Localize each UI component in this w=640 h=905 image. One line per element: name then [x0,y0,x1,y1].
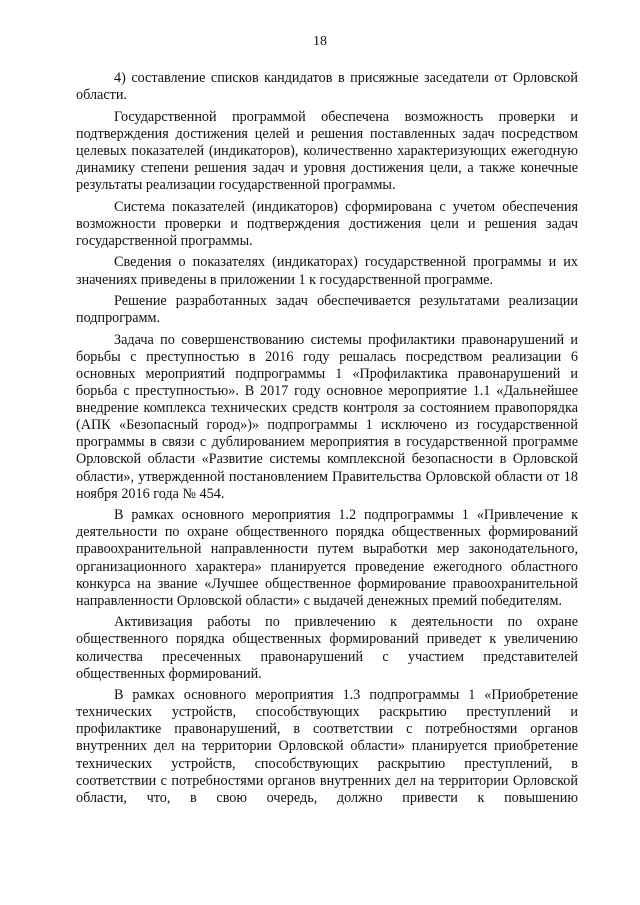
paragraph: Задача по совершенствованию системы профилактики правонарушений и борьбы с преступностью в 2016 году решалась посредством реализации 6 основных мероприятий подпрограммы 1 «Профилактика правонарушений и борьба с преступностью». В 2017 году основное мероприятие 1.1 «Дальнейшее внедрение комплекса технических средств контроля за состоянием правопорядка (АПК «Безопасный город»)» подпрограммы 1 исключено из государственной программы в связи с дублированием мероприятия в государственной программе Орловской области «Развитие системы комплексной безопасности в Орловской области», утвержденной постановлением Правительства Орловской области от 18 ноября 2016 года № 454. [76,331,578,502]
page-number: 18 [313,34,327,49]
paragraph: Активизация работы по привлечению к деятельности по охране общественного порядка общественных формирований приведет к увеличению количества пресеченных правонарушений с участием представителей общественных формирований. [76,614,578,682]
paragraph: Система показателей (индикаторов) сформирована с учетом обеспечения возможности проверки и подтверждения достижения цели и решения задач государственной программы. [76,198,578,249]
paragraph: В рамках основного мероприятия 1.2 подпрограммы 1 «Привлечение к деятельности по охране общественного порядка общественных формирований правоохранительной направленности путем выработки мер законодательного, организационного характера» планируется проведение ежегодного областного конкурса на звание «Лучшее общественное формирование правоохранительной направленности Орловской области» с выдачей денежных премий победителям. [76,507,578,609]
paragraph: Государственной программой обеспечена возможность проверки и подтверждения достижения целей и решения поставленных задач посредством целевых показателей (индикаторов), количественно характеризующих ежегодную динамику степени решения задач и уровня достижения цели, а также конечные результаты реализации государственной программы. [76,108,578,194]
paragraph: 4) составление списков кандидатов в присяжные заседатели от Орловской области. [76,70,578,104]
paragraph: В рамках основного мероприятия 1.3 подпрограммы 1 «Приобретение технических устройств, способствующих раскрытию преступлений и профилактике правонарушений, в соответствии с потребностями органов внутренних дел на территории Орловской области» планируется приобретение технических устройств, способствующих раскрытию преступлений, в соответствии с потребностями органов внутренних дел на территории Орловской области, что, в свою очередь, должно привести к повышению [76,687,578,806]
body-text [76,70,578,811]
paragraph: Решение разработанных задач обеспечивается результатами реализации подпрограмм. [76,293,578,327]
paragraph: Сведения о показателях (индикаторах) государственной программы и их значениях приведены в приложении 1 к государственной программе. [76,254,578,288]
